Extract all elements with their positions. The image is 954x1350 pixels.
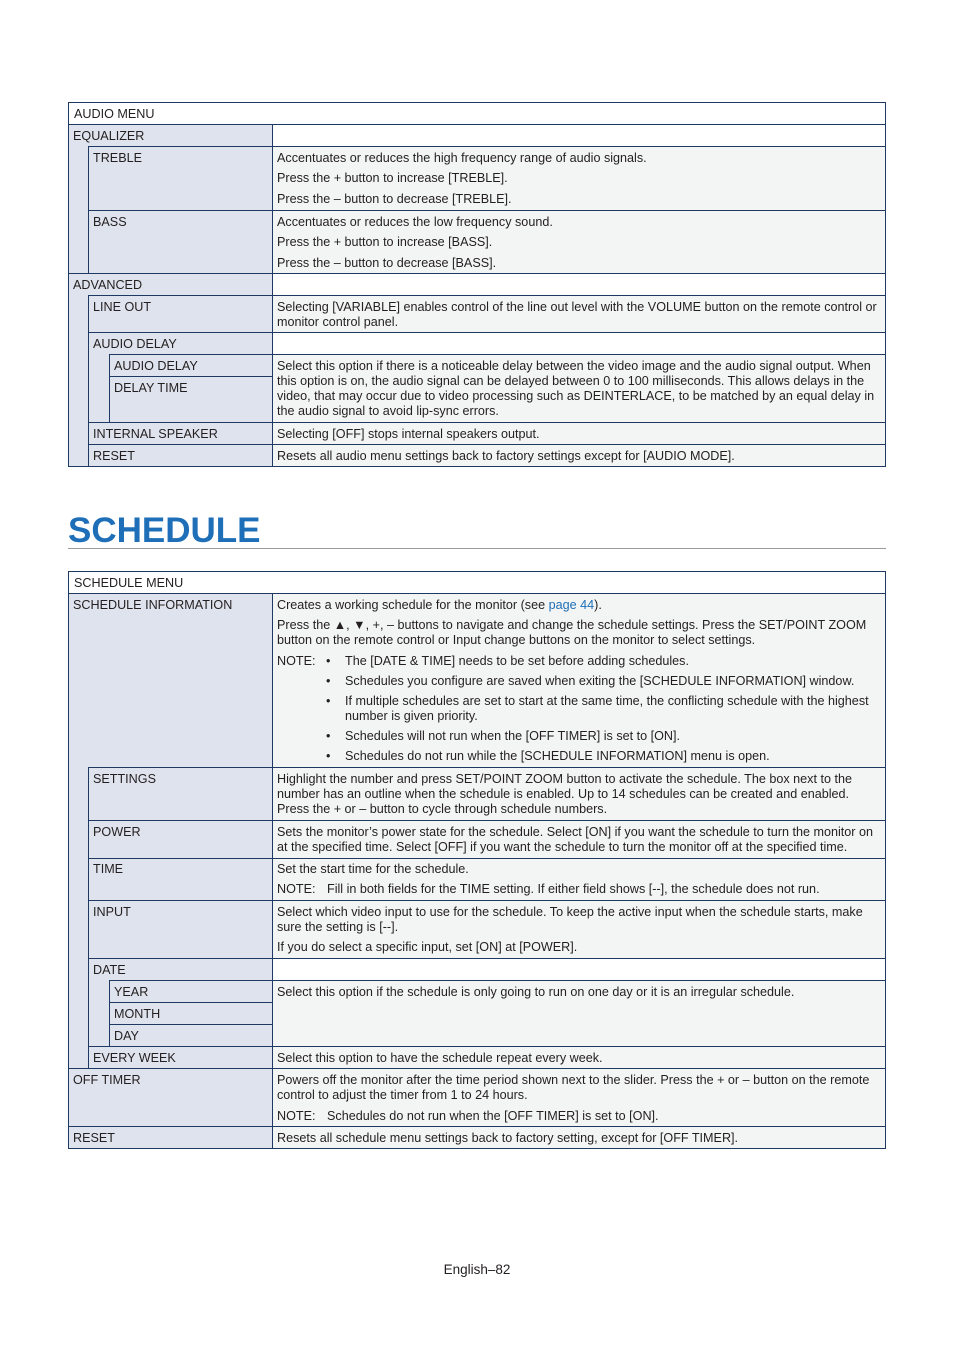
row-schedule-information	[68, 593, 273, 768]
bass-desc-line3: Press the – button to decrease [BASS].	[277, 256, 497, 270]
row-settings	[88, 767, 273, 821]
row-year	[109, 980, 273, 1003]
bass-desc	[272, 210, 886, 274]
treble-label: TREBLE	[93, 151, 142, 165]
date-desc	[272, 980, 886, 1047]
internal-speaker-label: INTERNAL SPEAKER	[93, 427, 218, 441]
note-item-2: Schedules you configure are saved when exiting the [SCHEDULE INFORMATION] window.	[345, 674, 855, 688]
audio-menu-header-label: AUDIO MENU	[74, 107, 155, 121]
row-day	[109, 1024, 273, 1047]
schedule-info-note-label: NOTE:	[277, 654, 316, 668]
row-delay-time	[109, 376, 273, 423]
audio-delay-desc	[272, 354, 886, 423]
title-rule	[68, 548, 886, 549]
advanced-label: ADVANCED	[73, 278, 143, 292]
schedule-info-desc1-pre: Creates a working schedule for the monitor (see	[277, 598, 549, 612]
treble-desc-line3: Press the – button to decrease [TREBLE].	[277, 192, 512, 206]
note-item-1: The [DATE & TIME] needs to be set before adding schedules.	[345, 654, 689, 668]
schedule-reset-label: RESET	[73, 1131, 115, 1145]
month-label: MONTH	[114, 1007, 161, 1021]
section-title: SCHEDULE	[68, 511, 261, 550]
audio-delay-sub-label: AUDIO DELAY	[114, 359, 198, 373]
delay-time-label: DELAY TIME	[114, 381, 188, 395]
row-internal-speaker	[88, 422, 273, 445]
row-schedule-reset	[68, 1126, 273, 1149]
input-desc-text: Select which video input to use for the schedule. To keep the active input when the schedule starts, make sure the setting is [--].	[277, 905, 863, 934]
year-label: YEAR	[114, 985, 149, 999]
audio-reset-label: RESET	[93, 449, 135, 463]
bass-desc-line2: Press the + button to increase [BASS].	[277, 235, 493, 249]
row-off-timer	[68, 1068, 273, 1127]
note-bullet-4: •	[326, 729, 331, 743]
bass-label: BASS	[93, 215, 127, 229]
settings-label: SETTINGS	[93, 772, 156, 786]
schedule-information-label: SCHEDULE INFORMATION	[73, 598, 233, 612]
schedule-info-desc1	[277, 598, 602, 613]
time-desc-text: Set the start time for the schedule.	[277, 862, 469, 876]
row-audio-delay-sub	[109, 354, 273, 377]
note-bullet-3: •	[326, 694, 331, 708]
power-desc-text: Sets the monitor’s power state for the schedule. Select [ON] if you want the schedule to turn the monitor on at the specified time. Select [OFF] if you want the schedule to turn the monitor off at the specified time.	[277, 825, 873, 854]
input-desc-text2: If you do select a specific input, set [ON] at [POWER].	[277, 940, 578, 954]
advanced-indent	[68, 295, 89, 467]
line-out-desc-text: Selecting [VARIABLE] enables control of the line out level with the VOLUME button on the remote control or monitor control panel.	[277, 300, 877, 329]
off-timer-desc	[272, 1068, 886, 1127]
page-footer: English–82	[443, 1262, 511, 1277]
schedule-menu-header-label: SCHEDULE MENU	[74, 576, 184, 590]
time-label: TIME	[93, 862, 124, 876]
page-44-link[interactable]: page 44	[548, 598, 595, 612]
time-note-label: NOTE:	[277, 882, 316, 896]
schedule-reset-desc-text: Resets all schedule menu settings back to factory setting, except for [OFF TIMER].	[277, 1131, 739, 1145]
note-item-3: If multiple schedules are set to start at the same time, the conflicting schedule with the highest number is given priority.	[345, 694, 869, 723]
schedule-info-indent	[68, 767, 89, 1069]
audio-delay-group-desc	[272, 332, 886, 355]
internal-speaker-desc-text: Selecting [OFF] stops internal speakers output.	[277, 427, 540, 441]
audio-reset-desc	[272, 444, 886, 467]
row-treble	[88, 146, 273, 211]
equalizer-desc	[272, 124, 886, 147]
time-desc	[272, 858, 886, 901]
audio-delay-label: AUDIO DELAY	[93, 337, 177, 351]
line-out-desc	[272, 295, 886, 333]
row-audio-reset	[88, 444, 273, 467]
treble-desc-line1: Accentuates or reduces the high frequency range of audio signals.	[277, 151, 647, 165]
row-bass	[88, 210, 273, 274]
day-label: DAY	[114, 1029, 139, 1043]
settings-desc	[272, 767, 886, 821]
row-line-out	[88, 295, 273, 333]
date-label: DATE	[93, 963, 126, 977]
settings-desc-text: Highlight the number and press SET/POINT ZOOM button to activate the schedule. The box next to the number has an outline when the schedule is enabled. Up to 14 schedules can be created and enabled. Press the + or – button to cycle through schedule numbers.	[277, 772, 852, 816]
schedule-info-desc2: Press the ▲, ▼, +, – buttons to navigate and change the schedule settings. Press the SET/POINT ZOOM button on the remote control or Input change buttons on the monitor to select settings.	[277, 618, 867, 647]
equalizer-label: EQUALIZER	[73, 129, 145, 143]
audio-reset-desc-text: Resets all audio menu settings back to factory settings except for [AUDIO MODE].	[277, 449, 735, 463]
input-desc	[272, 900, 886, 959]
date-indent	[88, 980, 110, 1047]
power-desc	[272, 820, 886, 859]
treble-desc	[272, 146, 886, 211]
every-week-label: EVERY WEEK	[93, 1051, 176, 1065]
audio-delay-indent	[88, 354, 110, 423]
audio-delay-desc-text: Select this option if there is a noticeable delay between the video image and the audio signal output. When this option is on, the audio signal can be delayed between 0 to 100 milliseconds. This allows delays in the video, that may occur due to video processing such as DEINTERLACE, to be matched by an equal delay in the audio signal to avoid lip-sync errors.	[277, 359, 875, 418]
input-label: INPUT	[93, 905, 131, 919]
schedule-info-desc1-post: ).	[594, 598, 602, 612]
row-audio-delay	[88, 332, 273, 355]
note-bullet-2: •	[326, 674, 331, 688]
off-timer-desc-text: Powers off the monitor after the time period shown next to the slider. Press the + or – button on the remote control to adjust the timer from 1 to 24 hours.	[277, 1073, 870, 1102]
row-advanced	[68, 273, 273, 296]
off-timer-note-label: NOTE:	[277, 1109, 316, 1123]
off-timer-label: OFF TIMER	[73, 1073, 141, 1087]
audio-menu-header	[68, 102, 886, 125]
every-week-desc	[272, 1046, 886, 1069]
treble-desc-line2: Press the + button to increase [TREBLE].	[277, 171, 508, 185]
note-bullet-1: •	[326, 654, 331, 668]
schedule-menu-header	[68, 571, 886, 594]
row-power	[88, 820, 273, 859]
every-week-desc-text: Select this option to have the schedule repeat every week.	[277, 1051, 603, 1065]
time-note-text: Fill in both fields for the TIME setting. If either field shows [--], the schedule does not run.	[327, 882, 820, 896]
row-equalizer	[68, 124, 273, 147]
off-timer-note-text: Schedules do not run when the [OFF TIMER] is set to [ON].	[327, 1109, 659, 1123]
line-out-label: LINE OUT	[93, 300, 152, 314]
advanced-desc	[272, 273, 886, 296]
row-date	[88, 958, 273, 981]
date-desc-text: Select this option if the schedule is only going to run on one day or it is an irregular schedule.	[277, 985, 795, 999]
note-item-5: Schedules do not run while the [SCHEDULE INFORMATION] menu is open.	[345, 749, 770, 763]
bass-desc-line1: Accentuates or reduces the low frequency sound.	[277, 215, 553, 229]
schedule-reset-desc	[272, 1126, 886, 1149]
internal-speaker-desc	[272, 422, 886, 445]
row-month	[109, 1002, 273, 1025]
date-group-desc	[272, 958, 886, 981]
equalizer-indent	[68, 146, 89, 274]
schedule-information-desc	[272, 593, 886, 768]
power-label: POWER	[93, 825, 141, 839]
row-every-week	[88, 1046, 273, 1069]
note-item-4: Schedules will not run when the [OFF TIMER] is set to [ON].	[345, 729, 681, 743]
note-bullet-5: •	[326, 749, 331, 763]
row-input	[88, 900, 273, 959]
row-time	[88, 858, 273, 901]
